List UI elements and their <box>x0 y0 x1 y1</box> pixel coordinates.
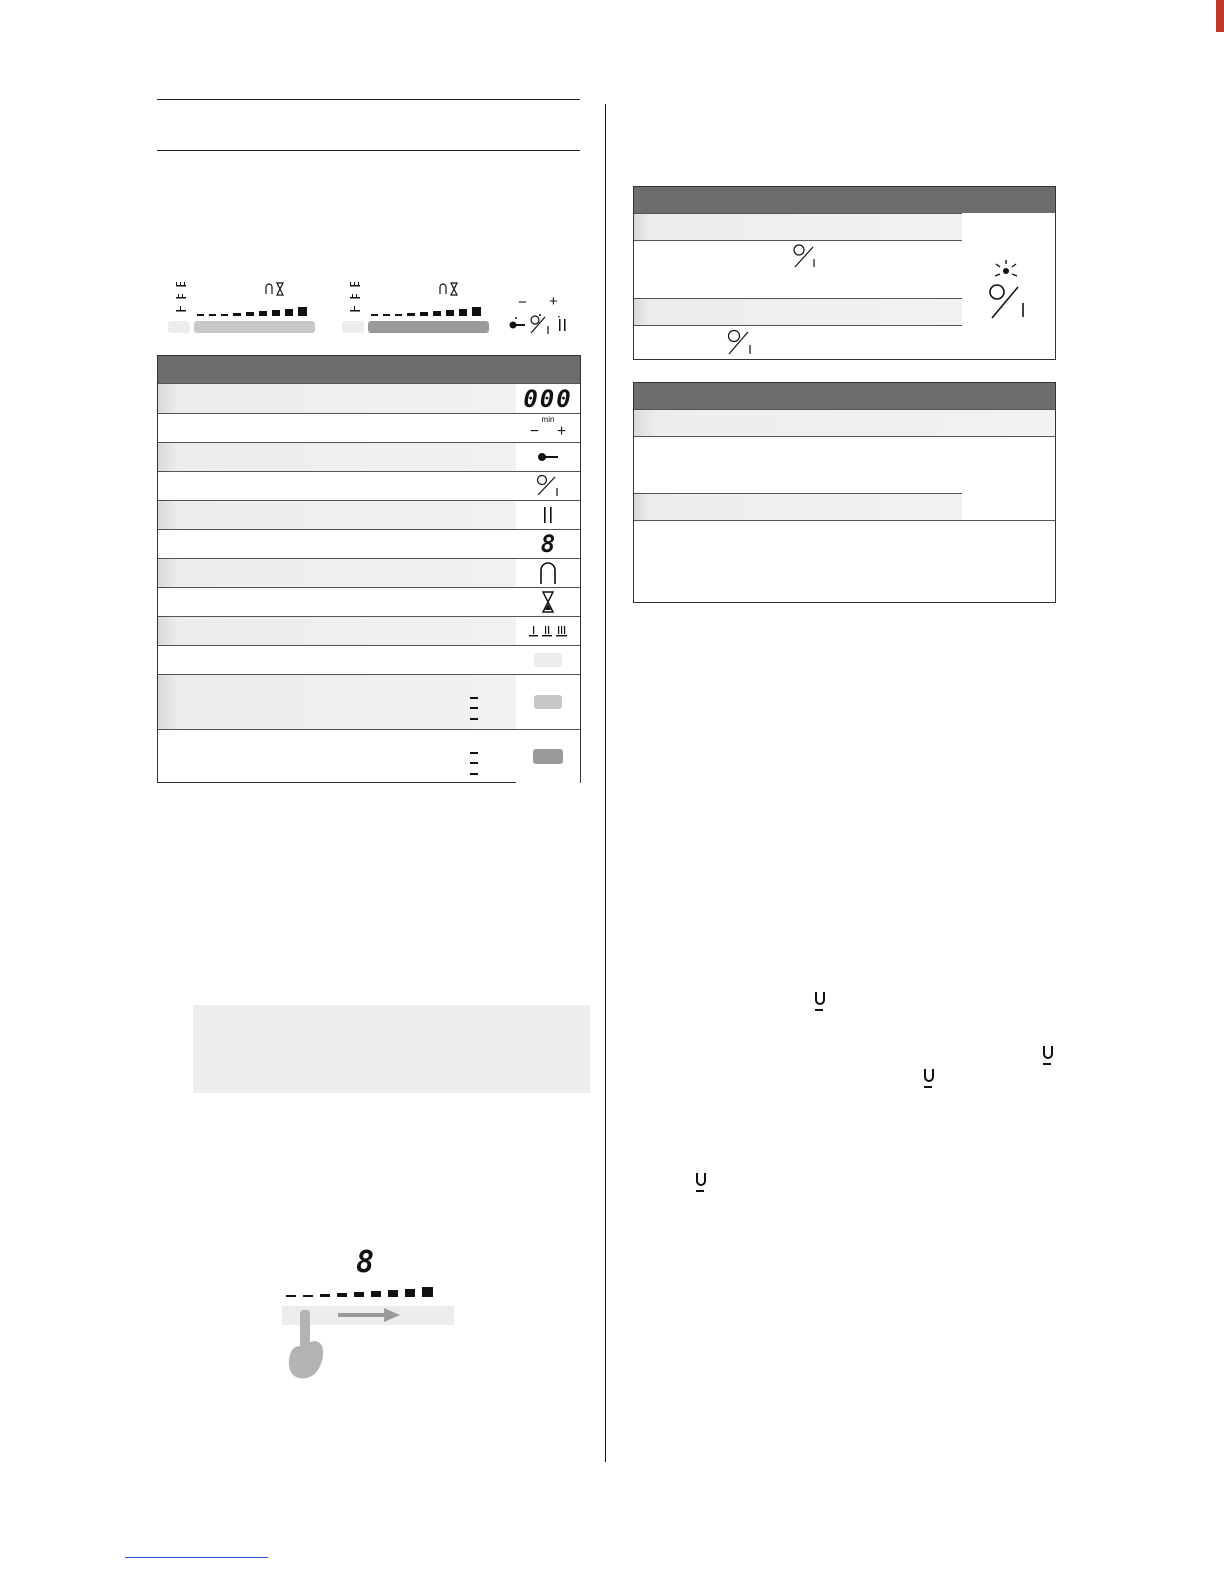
on-off-icon <box>792 243 818 269</box>
on-off-blinking-icon <box>986 259 1032 321</box>
table-row <box>158 729 580 783</box>
pause-icon <box>516 501 580 529</box>
pause-icon[interactable] <box>556 316 568 332</box>
key-icon <box>516 443 580 471</box>
zones-icon <box>516 617 580 645</box>
on-off-table <box>633 186 1056 360</box>
section-bottom-rule <box>157 150 580 151</box>
plus-symbol[interactable]: + <box>549 293 558 310</box>
residual-heat-symbol-icon <box>694 1171 708 1195</box>
table-row <box>634 325 962 360</box>
minus-symbol[interactable]: − <box>518 294 527 311</box>
finger-icon <box>286 1310 326 1380</box>
table-row <box>158 587 580 616</box>
table-row <box>158 500 580 529</box>
table-row <box>158 616 580 645</box>
table-row <box>158 674 580 729</box>
footer-link-underline[interactable] <box>125 1557 268 1558</box>
digit-display: 8 <box>356 1245 375 1280</box>
pad-dark-icon <box>516 730 580 783</box>
table-row <box>158 645 580 674</box>
arch-icon <box>516 559 580 587</box>
table-row <box>634 493 962 520</box>
zone-2-slider[interactable] <box>368 321 489 333</box>
digit-eight-icon: 8 <box>516 530 580 558</box>
residual-heat-symbol-icon <box>1041 1044 1055 1068</box>
control-panel-illustration <box>160 278 580 348</box>
residual-heat-symbol-icon <box>813 990 827 1014</box>
info-table <box>633 382 1056 603</box>
level-indicator-icon <box>468 750 480 778</box>
zone-1-small-pad[interactable] <box>168 321 190 333</box>
arch-hourglass-small-icon <box>438 282 460 296</box>
table-header <box>634 187 1055 213</box>
pad-light-icon <box>516 646 580 674</box>
zone-1-slider[interactable] <box>194 321 315 333</box>
touch-slider-illustration <box>280 1245 460 1380</box>
table-row <box>634 409 1055 436</box>
minus-plus-min-icon: min − + <box>516 414 580 442</box>
level-bars-icon <box>371 305 489 317</box>
table-header <box>158 356 580 383</box>
section-top-rule <box>157 99 580 100</box>
on-off-icon[interactable] <box>528 314 552 336</box>
pad-medium-icon <box>516 675 580 729</box>
table-row <box>158 442 580 471</box>
display-000-icon: 000 <box>516 384 580 413</box>
table-row <box>158 529 580 558</box>
table-row <box>634 436 1055 493</box>
zone-levels-icon <box>172 282 190 318</box>
table-row <box>158 471 580 500</box>
table-row <box>634 240 962 298</box>
zone-levels-icon <box>346 282 364 318</box>
page-edge-tab <box>1216 0 1224 32</box>
level-bars-icon <box>286 1285 436 1299</box>
residual-heat-symbol-icon <box>922 1067 936 1091</box>
level-indicator-icon <box>468 695 480 723</box>
table-row <box>634 213 962 240</box>
on-off-icon <box>516 472 580 500</box>
swipe-arrow-icon <box>338 1308 402 1322</box>
table-row <box>158 413 580 442</box>
table-header <box>634 383 1055 409</box>
control-symbols-table <box>157 355 581 783</box>
hourglass-icon <box>516 588 580 616</box>
arch-hourglass-small-icon <box>264 282 286 296</box>
level-bars-icon <box>197 305 315 317</box>
on-off-icon <box>726 328 754 356</box>
note-box <box>193 1005 590 1093</box>
table-row <box>634 298 962 325</box>
table-row <box>158 558 580 587</box>
key-icon[interactable] <box>508 316 526 330</box>
column-divider <box>605 104 606 1462</box>
table-row <box>158 383 580 413</box>
zone-2-small-pad[interactable] <box>342 321 364 333</box>
table-row <box>634 520 1055 603</box>
